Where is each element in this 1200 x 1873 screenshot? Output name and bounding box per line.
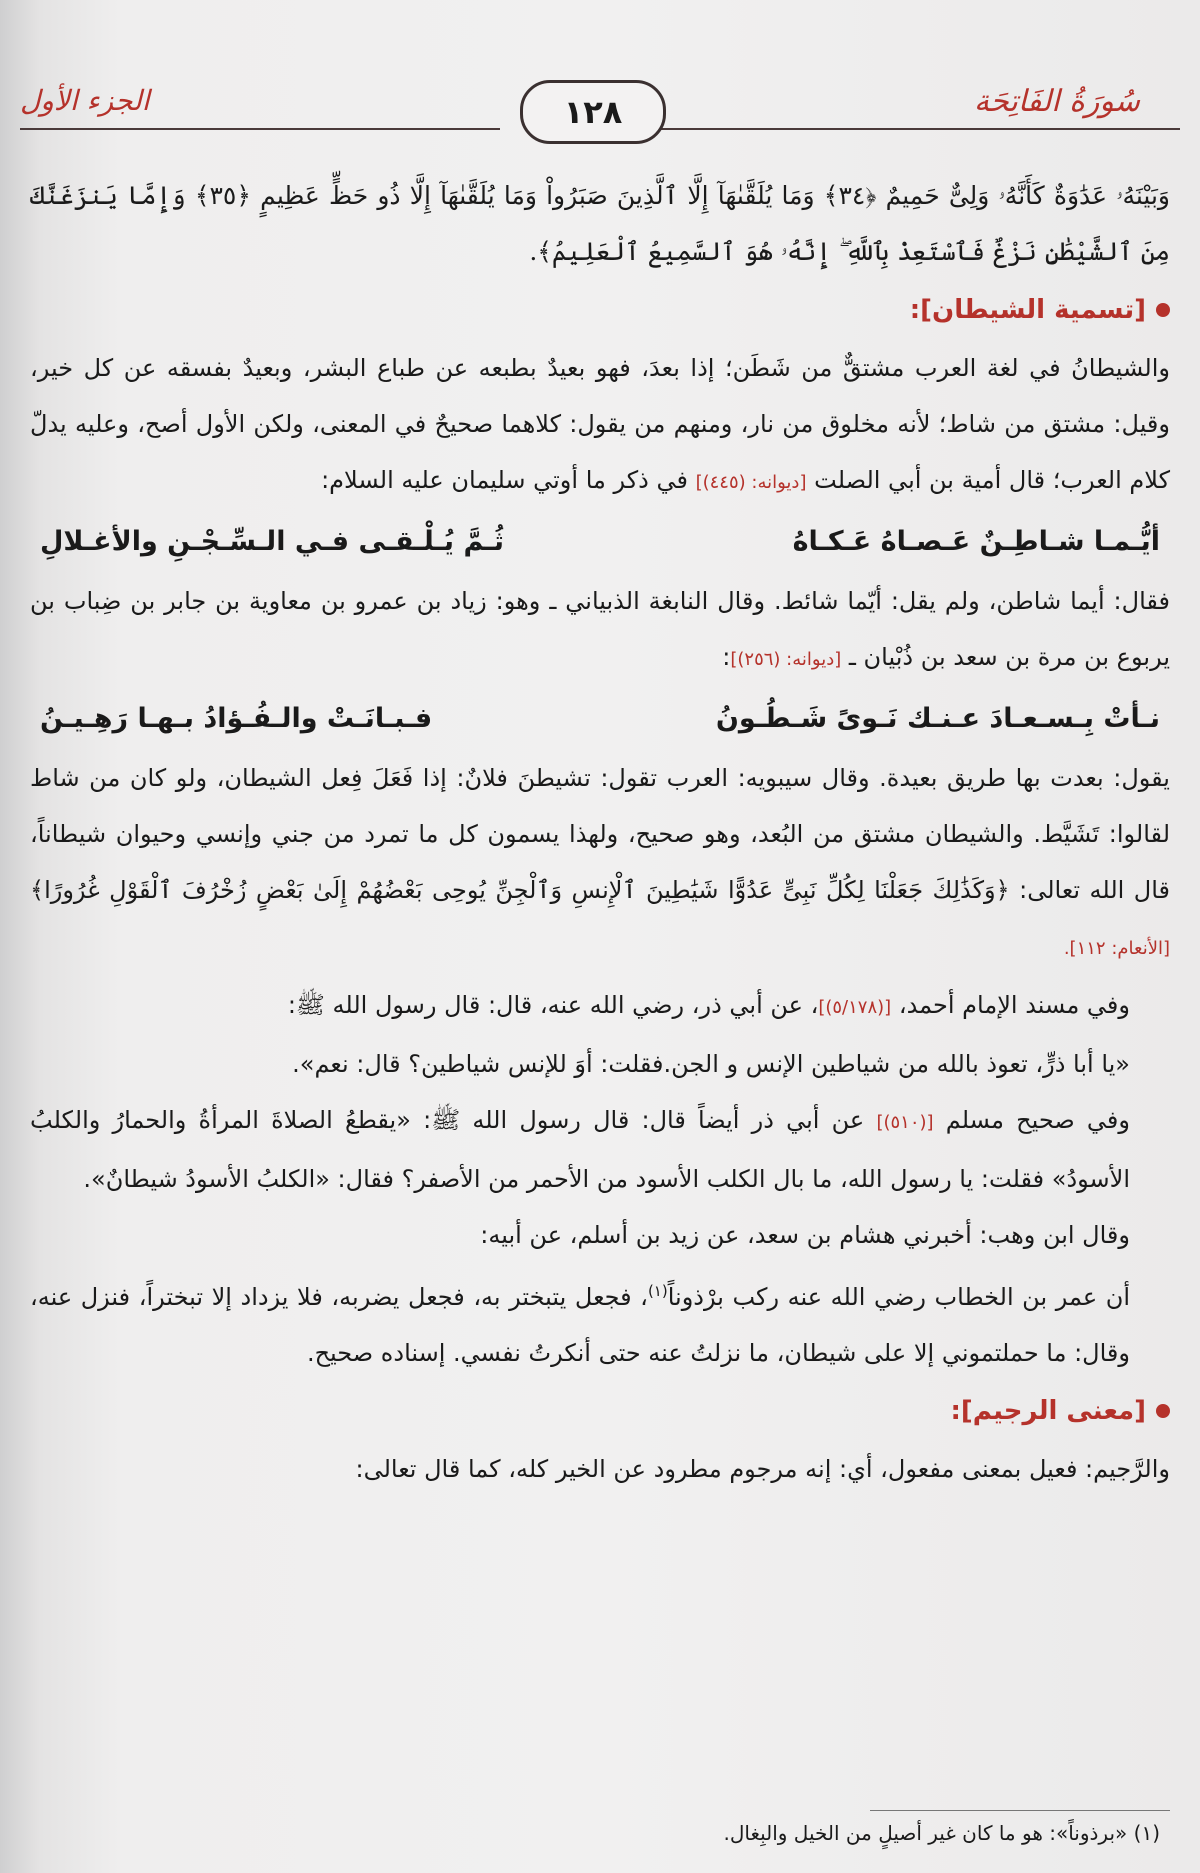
- quran-verse-line: وَبَيْنَهُۥ عَدَٰوَةٌ كَأَنَّهُۥ وَلِىٌّ حَمِيمٌ ﴿٣٤﴾ وَمَا يُلَقَّىٰهَآ إِلَّا ٱلَّذِينَ صَبَرُواْ وَمَا يُلَقَّىٰهَآ إِلَّا ذُو حَظٍّ عَظِيمٍ ﴿٣٥﴾ وَإِمَّا يَنزَغَنَّكَ: [30, 181, 1171, 210]
- section-heading: [30, 1381, 1170, 1441]
- quran-verse-line: مِنَ ٱلشَّيْطَٰنِ نَزْغٌ فَٱسْتَعِذْ بِٱللَّهِ ۖ إِنَّهُۥ هُوَ ٱلسَّمِيعُ ٱلْعَلِيمُ﴾.: [529, 237, 1170, 266]
- poem-hemistich-right: نـأتْ بِـسـعـادَ عـنـك نَـوىً شَـطُـونُ: [715, 703, 1160, 734]
- paragraph: [30, 750, 1170, 977]
- poem-hemistich-right: أيُّـمـا شـاطِـنٌ عَـصـاهُ عَـكـاهُ: [792, 526, 1160, 557]
- citation: [(٥١٠)]: [876, 1112, 934, 1133]
- paragraph-text: ، فجعل يتبختر به، فجعل يضربه، فلا يزداد إلا تبختراً، فنزل عنه، وقال: ما حملتموني إلا على شيطان، ما نزلتُ عنه حتى أنكرتُ نفسي. إسناده صحيح.: [30, 1283, 1130, 1367]
- quran-verse: [30, 168, 1170, 280]
- page-body: [30, 168, 1170, 1497]
- paragraph-text: أن عمر بن الخطاب رضي الله عنه ركب برْذوناً: [667, 1283, 1131, 1311]
- header-rule-left: [20, 128, 500, 130]
- hadith-quote: «يا أبا ذرٍّ، تعوذ بالله من شياطين الإنس و الجن.فقلت: أوَ للإنس شياطين؟ قال: نعم».: [292, 1050, 1130, 1078]
- bullet-icon: [1156, 1404, 1170, 1418]
- paragraph-text: وفي مسند الإمام أحمد،: [898, 991, 1130, 1019]
- poem-verse: [30, 511, 1170, 573]
- paragraph: [30, 1263, 1170, 1381]
- paragraph: [30, 977, 1170, 1036]
- paragraph-text: فقال: أيما شاطن، ولم يقل: أيّما شائط. وقال النابغة الذبياني ـ وهو: زياد بن عمرو بن معاوية بن جابر بن ضِباب بن يربوع بن مرة بن سعد بن ذُبْيان ـ: [30, 587, 1170, 671]
- citation: [الأنعام: ١١٢].: [1063, 938, 1170, 959]
- surah-title: سُورَةُ الفَاتِحَة: [974, 84, 1140, 119]
- paragraph-text: ، عن أبي ذر، رضي الله عنه، قال: قال رسول الله ﷺ:: [287, 991, 819, 1019]
- page-number: ١٢٨: [520, 80, 666, 144]
- page-header: [20, 70, 1180, 140]
- section-heading: [30, 280, 1170, 340]
- citation: [ديوانه: (٢٥٦)]: [730, 649, 842, 670]
- citation: [(٥/١٧٨)]: [818, 997, 892, 1018]
- part-title: الجزء الأول: [20, 84, 150, 117]
- footnote-marker[interactable]: (١): [647, 1282, 668, 1300]
- paragraph-text: والشيطانُ في لغة العرب مشتقٌّ من شَطَن؛ إذا بعدَ، فهو بعيدٌ بطبعه عن طباع البشر، وبعيدٌ بفسقه عن كل خير، وقيل: مشتق من شاط؛ لأنه مخلوق من نار، ومنهم من يقول: كلاهما صحيحٌ في المعنى، ولكن الأول أصح، وعليه يدلّ كلام العرب؛ قال أمية بن أبي الصلت: [30, 354, 1170, 494]
- footnote: [40, 1818, 1160, 1848]
- paragraph-text: وفي صحيح مسلم: [945, 1106, 1130, 1134]
- footnote-divider: [870, 1810, 1170, 1811]
- paragraph-text: يقول: بعدت بها طريق بعيدة. وقال سيبويه: العرب تقول: تشيطنَ فلانٌ: إذا فَعَلَ فِعل الشيطان، ولو كان من شاط لقالوا: تَشَيَّط. والشيطان مشتق من البُعد، وهو صحيح، ولهذا يسمون كل ما تمرد من جني وإنسي وحيوان شيطاناً، قال الله تعالى: ﴿وَكَذَٰلِكَ جَعَلْنَا لِكُلِّ نَبِىٍّ عَدُوًّا شَيَٰطِينَ ٱلْإِنسِ وَٱلْجِنِّ يُوحِى بَعْضُهُمْ إِلَىٰ بَعْضٍ زُخْرُفَ ٱلْقَوْلِ غُرُورًا﴾: [30, 764, 1170, 904]
- footnote-text: «برذوناً»: هو ما كان غير أصيلٍ من الخيل والبِغال.: [723, 1821, 1128, 1845]
- section-heading-text: [معنى الرجيم]:: [950, 1396, 1146, 1426]
- paragraph-text: في ذكر ما أوتي سليمان عليه السلام:: [321, 466, 688, 494]
- bullet-icon: [1156, 303, 1170, 317]
- section-heading-text: [تسمية الشيطان]:: [909, 295, 1146, 325]
- poem-hemistich-left: ثُـمَّ يُـلْـقـى فـي الـسِّـجْـنِ والأغـلالِ: [40, 526, 505, 557]
- poem-verse: [30, 688, 1170, 750]
- header-rule-right: [640, 128, 1180, 130]
- paragraph: [30, 1092, 1170, 1207]
- citation: [ديوانه: (٤٤٥)]: [695, 472, 807, 493]
- paragraph: والرَّجيم: فعيل بمعنى مفعول، أي: إنه مرجوم مطرود عن الخير كله، كما قال تعالى:: [355, 1455, 1170, 1483]
- poem-hemistich-left: فـبـانَـتْ والـفُـؤادُ بـهـا رَهِـيـنُ: [40, 703, 433, 734]
- paragraph: [30, 573, 1170, 688]
- paragraph-text: :: [722, 643, 731, 671]
- paragraph: [30, 340, 1170, 511]
- paragraph: وقال ابن وهب: أخبرني هشام بن سعد، عن زيد بن أسلم، عن أبيه:: [480, 1221, 1130, 1249]
- paragraph-text: عن أبي ذر أيضاً قال: قال رسول الله ﷺ: «يقطعُ الصلاةَ المرأةُ والحمارُ والكلبُ الأسودُ» فقلت: يا رسول الله، ما بال الكلب الأسود من الأحمر من الأصفر؟ فقال: «الكلبُ الأسودُ شيطانٌ».: [30, 1106, 1130, 1193]
- footnote-number: (١): [1133, 1821, 1160, 1845]
